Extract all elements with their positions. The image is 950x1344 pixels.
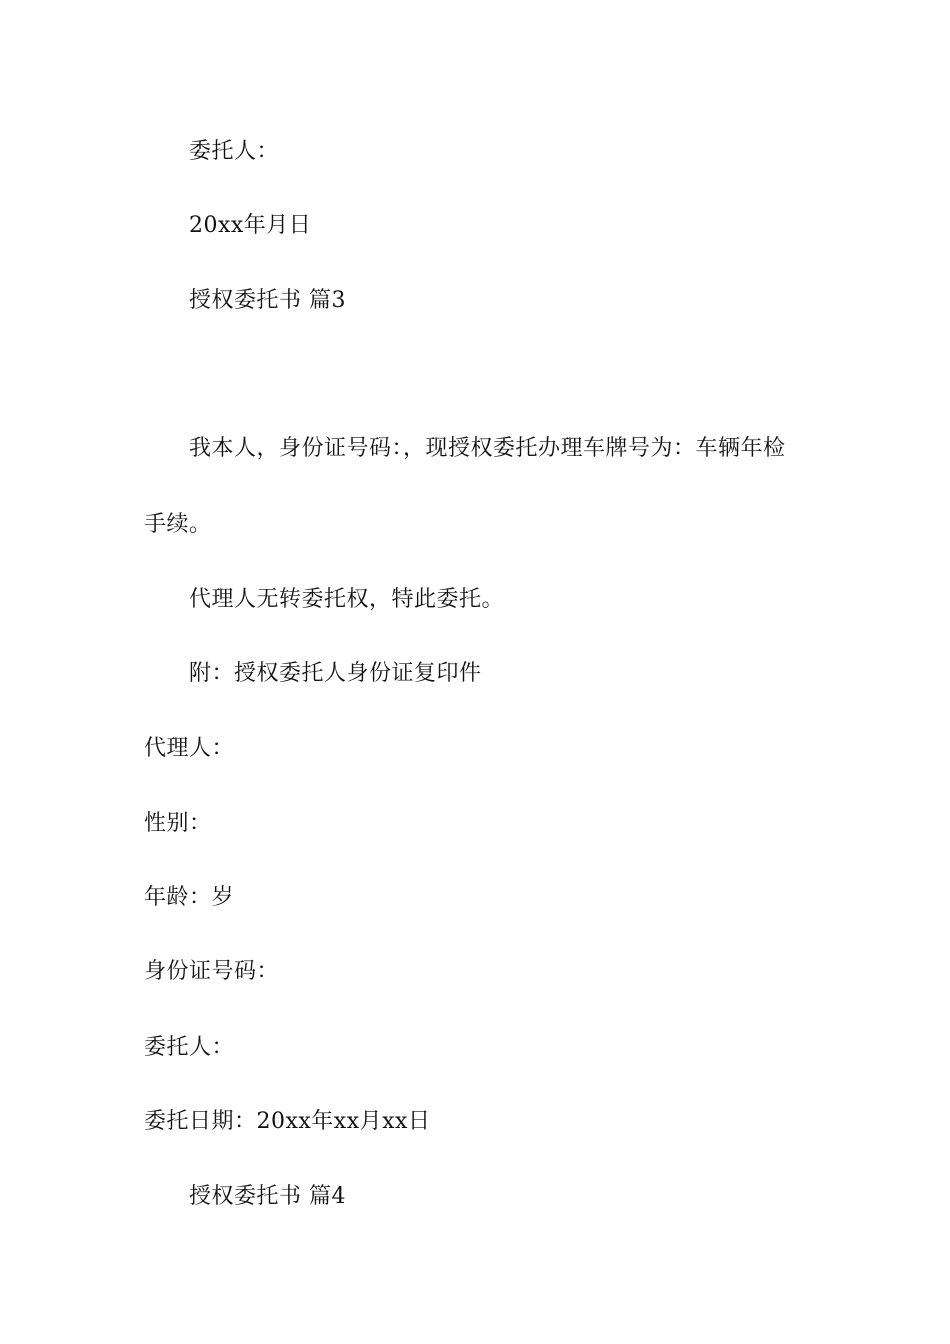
no-subdelegation-statement: 代理人无转委托权，特此委托。 — [189, 587, 505, 612]
id-number-label: 身份证号码： — [144, 959, 280, 984]
agent-label: 代理人： — [144, 736, 235, 761]
attachment-note: 附：授权委托人身份证复印件 — [189, 661, 482, 686]
gender-label: 性别： — [144, 811, 212, 836]
body-paragraph-line-1: 我本人，身份证号码：，现授权委托办理车牌号为：车辆年检 — [189, 436, 786, 461]
section-heading-3: 授权委托书 篇3 — [189, 288, 346, 313]
delegation-date-line: 委托日期：20xx年xx月xx日 — [144, 1109, 431, 1134]
age-label: 年龄：岁 — [144, 885, 235, 910]
body-paragraph-line-2: 手续。 — [144, 512, 212, 537]
principal-label-2: 委托人： — [144, 1035, 235, 1060]
date-line: 20xx年月日 — [189, 213, 312, 238]
principal-label: 委托人： — [189, 139, 280, 164]
section-heading-4: 授权委托书 篇4 — [189, 1184, 346, 1209]
